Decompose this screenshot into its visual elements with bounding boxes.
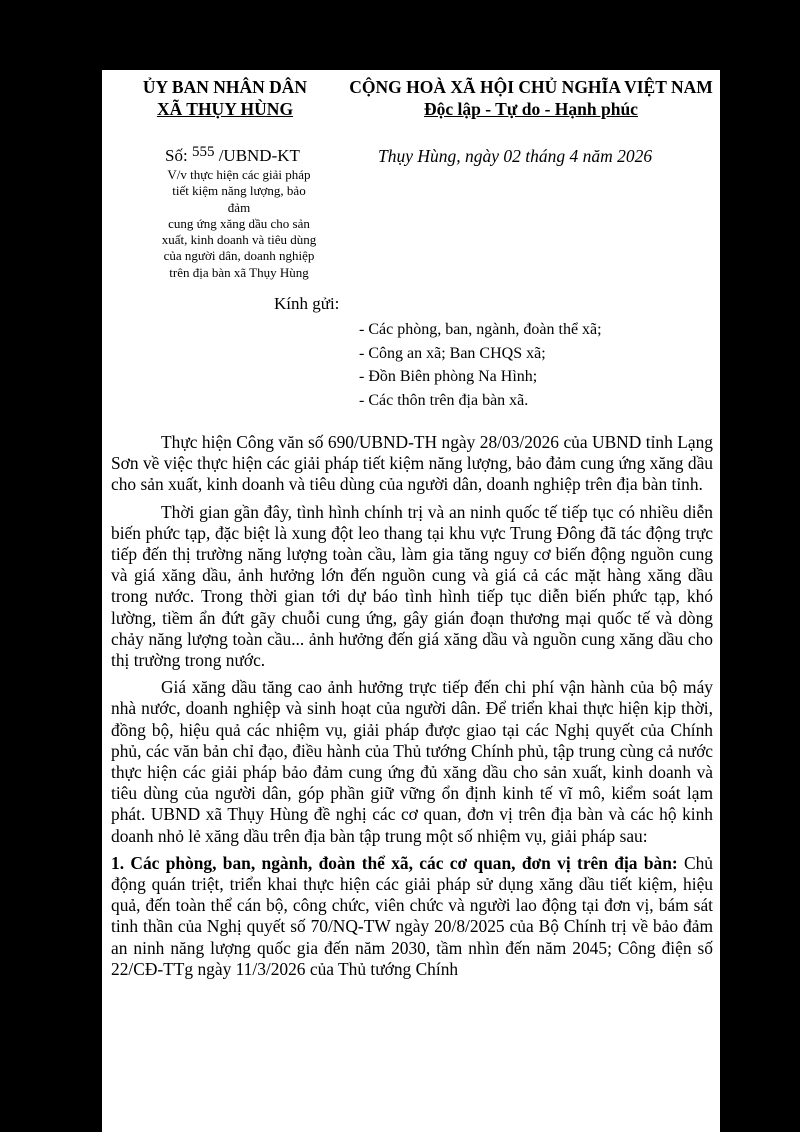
number-value: 555 [191, 144, 215, 160]
recipient-item: - Công an xã; Ban CHQS xã; [359, 344, 546, 362]
number-suffix: /UBND-KT [218, 146, 300, 165]
recipient-item: - Đồn Biên phòng Na Hình; [359, 368, 538, 385]
subject-line: tiết kiệm năng lượng, bảo đảm [172, 183, 306, 215]
subject-line: trên địa bàn xã Thụy Hùng [169, 264, 309, 280]
national-header [342, 76, 720, 120]
recipients-label: Kính gửi: [274, 294, 340, 313]
body-paragraph-2: Thời gian gần đây, tình hình chính trị và an ninh quốc tế tiếp tục có nhiều diễn biến phức tạp, đặc biệt là xung đột leo thang tại khu vực Trung Đông đã tác động trực tiếp đến thị trường năng lượng toàn cầu, làm gia tăng nguy cơ biến động nguồn cung và giá xăng dầu, ảnh hưởng lớn đến nguồn cung và giá cả các mặt hàng xăng dầu trong nước. Trong thời gian tới dự báo tình hình tiếp tục diễn biến phức tạp, khó lường, tiềm ẩn đứt gãy chuỗi cung ứng, gây gián đoạn thương mại quốc tế và dòng chảy năng lượng toàn cầu... ảnh hưởng đến giá xăng dầu và nguồn cung xăng dầu cho thị trường trong nước. [111, 501, 713, 671]
subject-line: V/v thực hiện các giải pháp [167, 167, 311, 182]
subject-line: của người dân, doanh nghiệp [163, 248, 315, 264]
nation-motto: Độc lập - Tự do - Hạnh phúc [424, 99, 638, 119]
document-page [102, 70, 720, 1132]
section-heading: 1. Các phòng, ban, ngành, đoàn thể xã, các cơ quan, đơn vị trên địa bàn: [111, 852, 678, 873]
recipient-item: - Các thôn trên địa bàn xã. [359, 391, 529, 409]
section-text: Chủ động quán triệt, triển khai thực hiện các giải pháp sử dụng xăng dầu tiết kiệm, hiệu quả, đến toàn thể cán bộ, công chức, viên chức và người lao động tại đơn vị, bám sát tinh thần của Nghị quyết số 70/NQ-TW ngày 20/8/2025 của Bộ Chính trị về bảo đảm an ninh năng lượng quốc gia đến năm 2030, tầm nhìn đến năm 2045; Công điện số 22/CĐ-TTg ngày 11/3/2026 của Thủ tướng Chính [111, 852, 714, 979]
recipient-item: - Các phòng, ban, ngành, đoàn thể xã; [359, 321, 602, 338]
number-prefix: Số: [165, 146, 188, 165]
recipients-list [359, 318, 602, 412]
issuing-authority [140, 76, 310, 120]
body-paragraph-1: Thực hiện Công văn số 690/UBND-TH ngày 28/03/2026 của UBND tỉnh Lạng Sơn về việc thực hiện các giải pháp tiết kiệm năng lượng, bảo đảm cung ứng xăng dầu cho sản xuất, kinh doanh và tiêu dùng của người dân, doanh nghiệp trên địa bàn tỉnh. [111, 432, 713, 495]
document-subject [160, 167, 318, 281]
document-number [165, 146, 300, 166]
authority-line-2: XÃ THỤY HÙNG [156, 99, 294, 119]
document-body [111, 432, 713, 986]
body-paragraph-4 [111, 853, 713, 980]
authority-line-1: ỦY BAN NHÂN DÂN [142, 77, 308, 97]
nation-name: CỘNG HOÀ XÃ HỘI CHỦ NGHĨA VIỆT NAM [349, 77, 713, 97]
body-paragraph-3: Giá xăng dầu tăng cao ảnh hưởng trực tiếp đến chi phí vận hành của bộ máy nhà nước, doanh nghiệp và sinh hoạt của người dân. Để triển khai thực hiện kịp thời, đồng bộ, hiệu quả các nhiệm vụ, giải pháp được giao tại các Nghị quyết của Chính phủ, các văn bản chỉ đạo, điều hành của Thủ tướng Chính phủ, tập trung cùng cả nước thực hiện các giải pháp bảo đảm cung ứng đủ xăng dầu cho sản xuất, kinh doanh và tiêu dùng của người dân, góp phần giữ vững ổn định kinh tế vĩ mô, kiểm soát lạm phát. UBND xã Thụy Hùng đề nghị các cơ quan, đơn vị trên địa bàn và các hộ kinh doanh nhỏ lẻ xăng dầu trên địa bàn tập trung một số nhiệm vụ, giải pháp sau: [111, 677, 713, 846]
subject-line: xuất, kinh doanh và tiêu dùng [161, 232, 317, 248]
place-date: Thụy Hùng, ngày 02 tháng 4 năm 2026 [378, 146, 653, 166]
subject-line: cung ứng xăng dầu cho sản [168, 215, 310, 231]
